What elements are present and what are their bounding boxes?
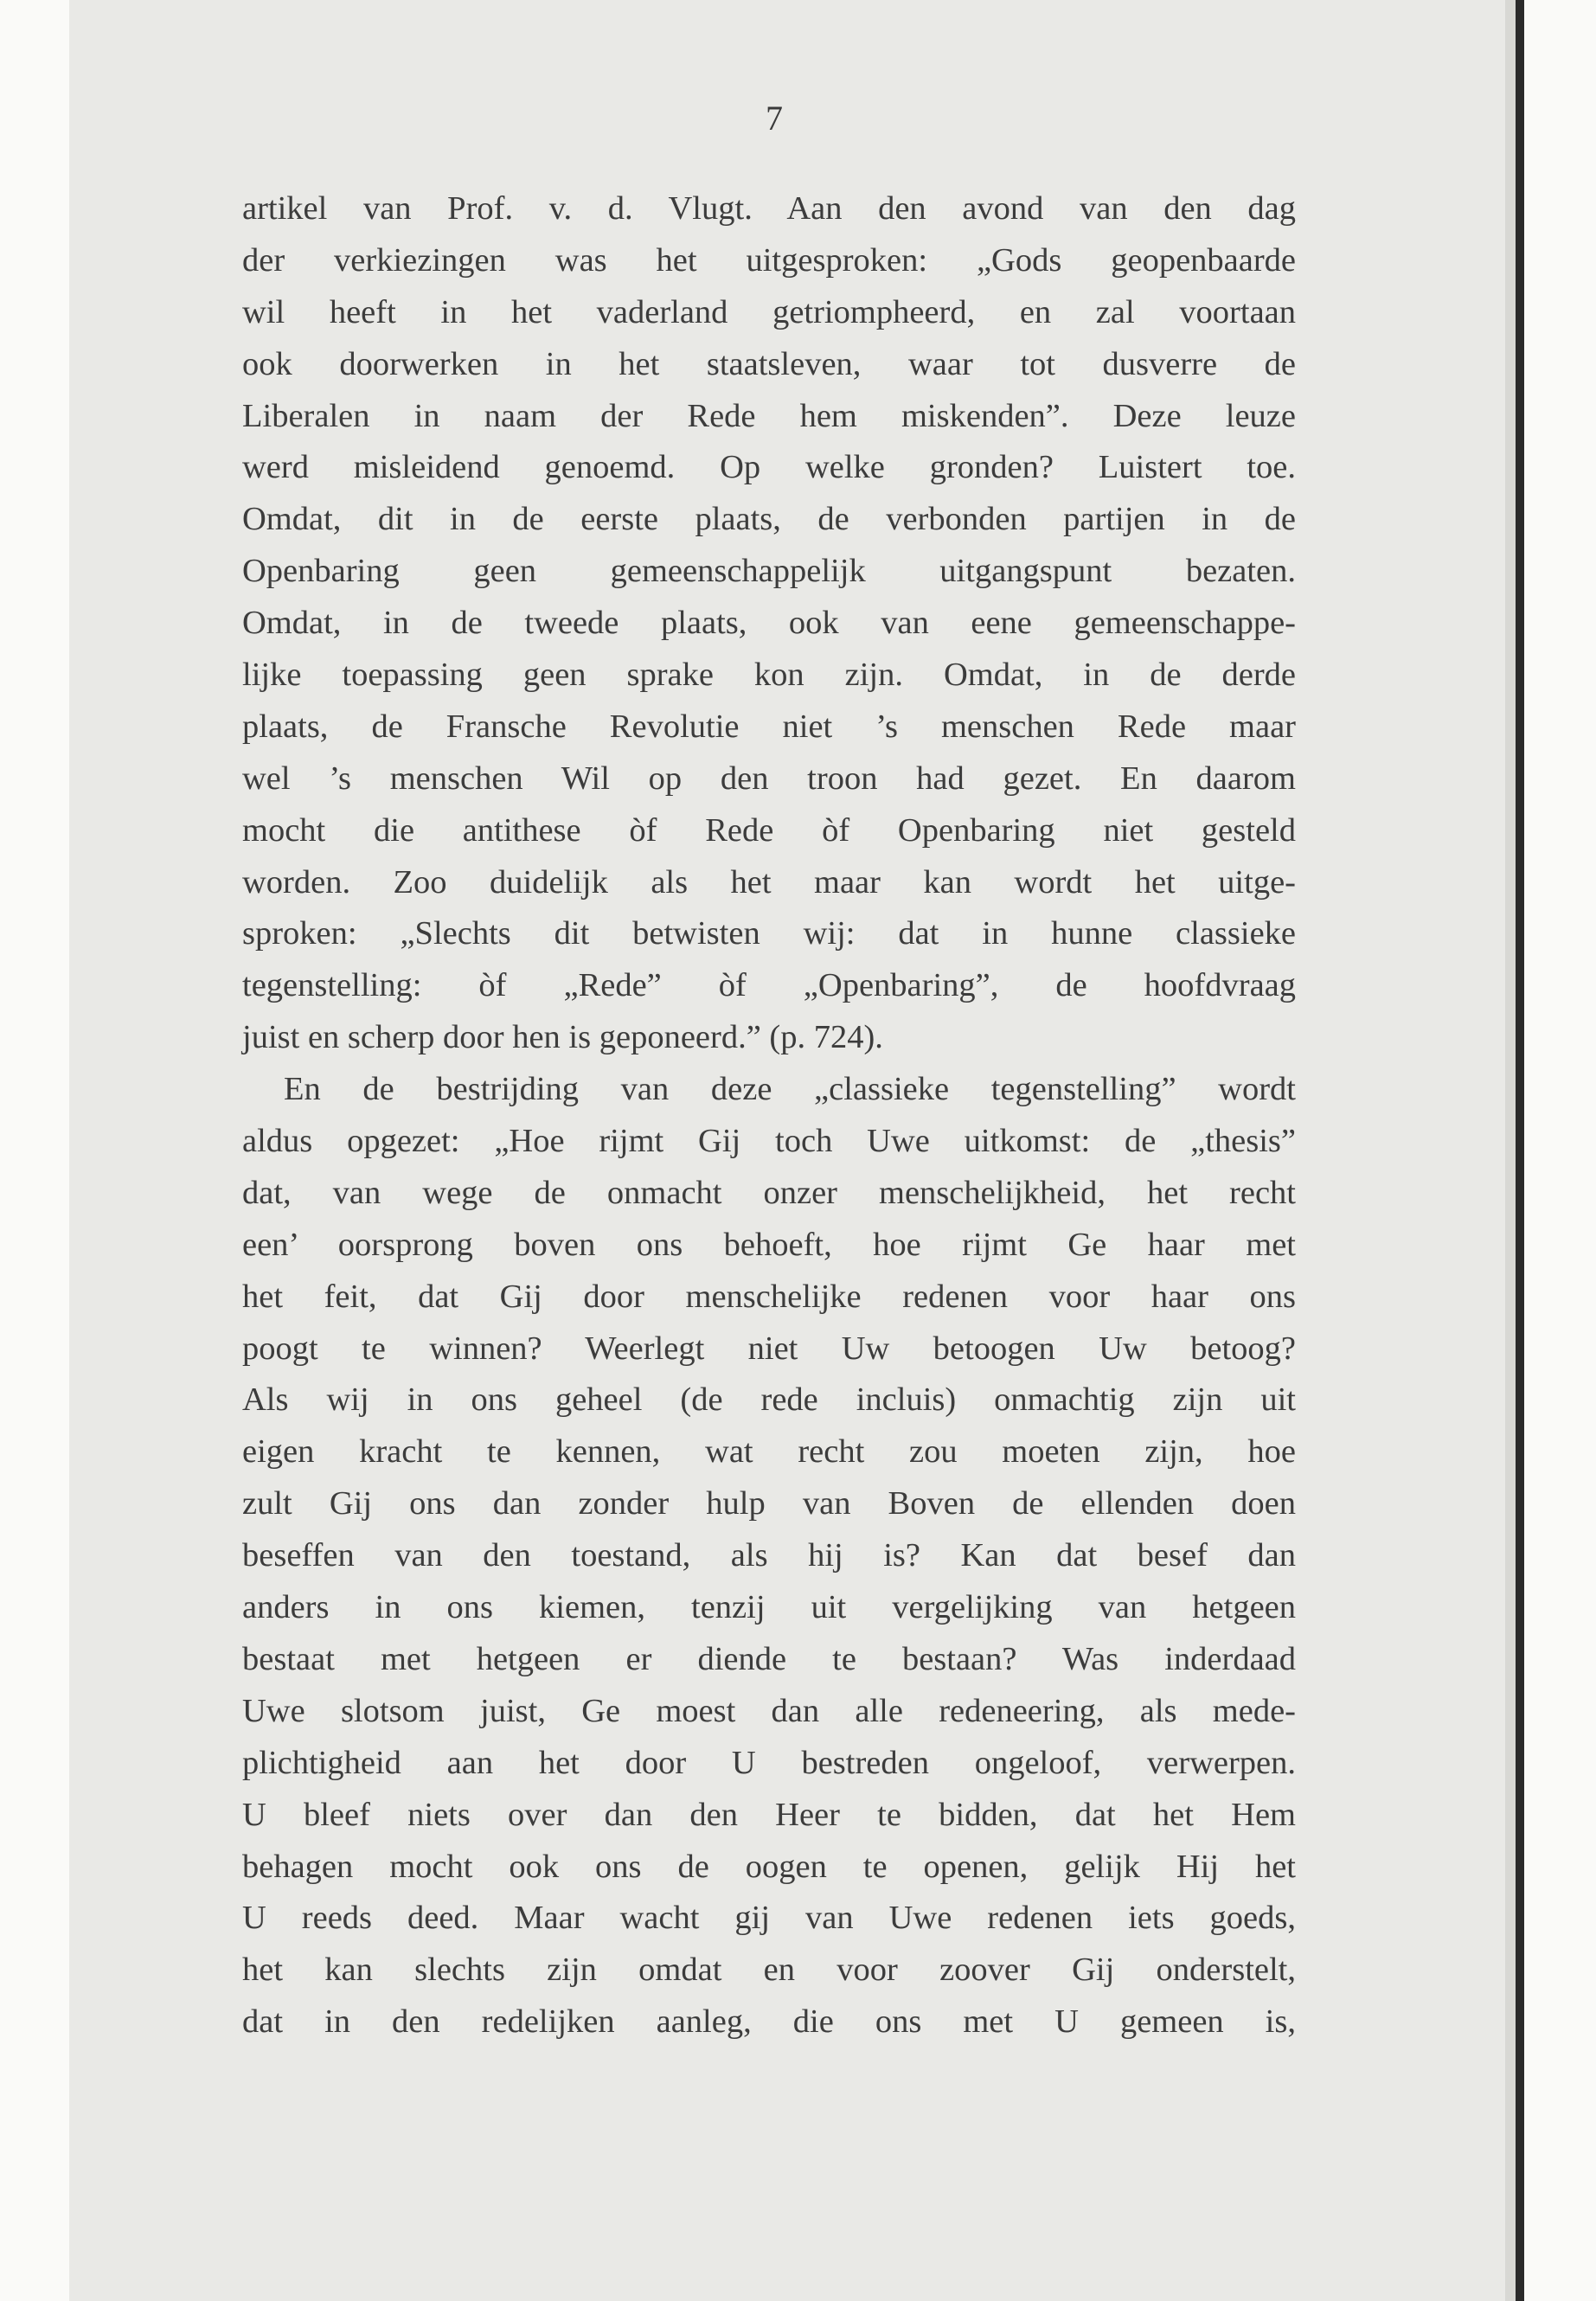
page-edge-shadow bbox=[1505, 0, 1516, 2301]
text-line: En de bestrijding van deze „classieke tegenstelling” wordt bbox=[284, 1071, 1296, 1108]
body-text bbox=[242, 183, 1296, 2048]
text-line: een’ oorsprong boven ons behoeft, hoe rijmt Ge haar met bbox=[242, 1226, 1296, 1263]
text-line: dat in den redelijken aanleg, die ons met U gemeen is, bbox=[242, 2003, 1296, 2041]
text-line: Liberalen in naam der Rede hem miskenden”. Deze leuze bbox=[242, 397, 1296, 434]
text-line: wil heeft in het vaderland getriompheerd, en zal voortaan bbox=[242, 293, 1296, 330]
text-line: poogt te winnen? Weerlegt niet Uw betoogen Uw betoog? bbox=[242, 1330, 1296, 1367]
text-line: behagen mocht ook ons de oogen te openen, gelijk Hij het bbox=[242, 1848, 1296, 1885]
text-line: wel ’s menschen Wil op den troon had gezet. En daarom bbox=[242, 760, 1296, 797]
text-line: mocht die antithese òf Rede òf Openbaring niet gesteld bbox=[242, 811, 1296, 849]
text-line: Omdat, dit in de eerste plaats, de verbonden partijen in de bbox=[242, 501, 1296, 538]
text-line: beseffen van den toestand, als hij is? Kan dat besef dan bbox=[242, 1537, 1296, 1574]
text-line: Uwe slotsom juist, Ge moest dan alle redeneering, als mede- bbox=[242, 1692, 1296, 1729]
page-number: 7 bbox=[766, 99, 783, 138]
text-line: worden. Zoo duidelijk als het maar kan wordt het uitge- bbox=[242, 863, 1296, 901]
text-line: lijke toepassing geen sprake kon zijn. Omdat, in de derde bbox=[242, 657, 1296, 694]
text-line: U bleef niets over dan den Heer te bidden, dat het Hem bbox=[242, 1796, 1296, 1833]
text-line: plaats, de Fransche Revolutie niet ’s menschen Rede maar bbox=[242, 708, 1296, 745]
text-line: het kan slechts zijn omdat en voor zoover Gij onderstelt, bbox=[242, 1952, 1296, 1989]
text-line: ook doorwerken in het staatsleven, waar tot dusverre de bbox=[242, 345, 1296, 382]
page-edge bbox=[1516, 0, 1524, 2301]
text-line: tegenstelling: òf „Rede” òf „Openbaring”, de hoofdvraag bbox=[242, 967, 1296, 1004]
text-line: aldus opgezet: „Hoe rijmt Gij toch Uwe uitkomst: de „thesis” bbox=[242, 1123, 1296, 1160]
text-line: zult Gij ons dan zonder hulp van Boven de ellenden doen bbox=[242, 1485, 1296, 1522]
text-line: juist en scherp door hen is geponeerd.” (p. 724). bbox=[242, 1019, 883, 1056]
text-line: Openbaring geen gemeenschappelijk uitgangspunt bezaten. bbox=[242, 553, 1296, 590]
text-line: Omdat, in de tweede plaats, ook van eene gemeenschappe- bbox=[242, 605, 1296, 642]
text-line: anders in ons kiemen, tenzij uit vergelijking van hetgeen bbox=[242, 1589, 1296, 1626]
text-line: artikel van Prof. v. d. Vlugt. Aan den avond van den dag bbox=[242, 190, 1296, 227]
text-line: der verkiezingen was het uitgesproken: „Gods geopenbaarde bbox=[242, 241, 1296, 279]
text-line: bestaat met hetgeen er diende te bestaan? Was inderdaad bbox=[242, 1640, 1296, 1677]
text-line: sproken: „Slechts dit betwisten wij: dat in hunne classieke bbox=[242, 915, 1296, 952]
text-line: dat, van wege de onmacht onzer menschelijkheid, het recht bbox=[242, 1174, 1296, 1211]
text-line: werd misleidend genoemd. Op welke gronden? Luistert toe. bbox=[242, 449, 1296, 486]
text-line: eigen kracht te kennen, wat recht zou moeten zijn, hoe bbox=[242, 1433, 1296, 1471]
text-line: het feit, dat Gij door menschelijke redenen voor haar ons bbox=[242, 1278, 1296, 1315]
text-line: Als wij in ons geheel (de rede incluis) onmachtig zijn uit bbox=[242, 1381, 1296, 1419]
text-line: plichtigheid aan het door U bestreden ongeloof, verwerpen. bbox=[242, 1744, 1296, 1781]
text-line: U reeds deed. Maar wacht gij van Uwe redenen iets goeds, bbox=[242, 1900, 1296, 1937]
